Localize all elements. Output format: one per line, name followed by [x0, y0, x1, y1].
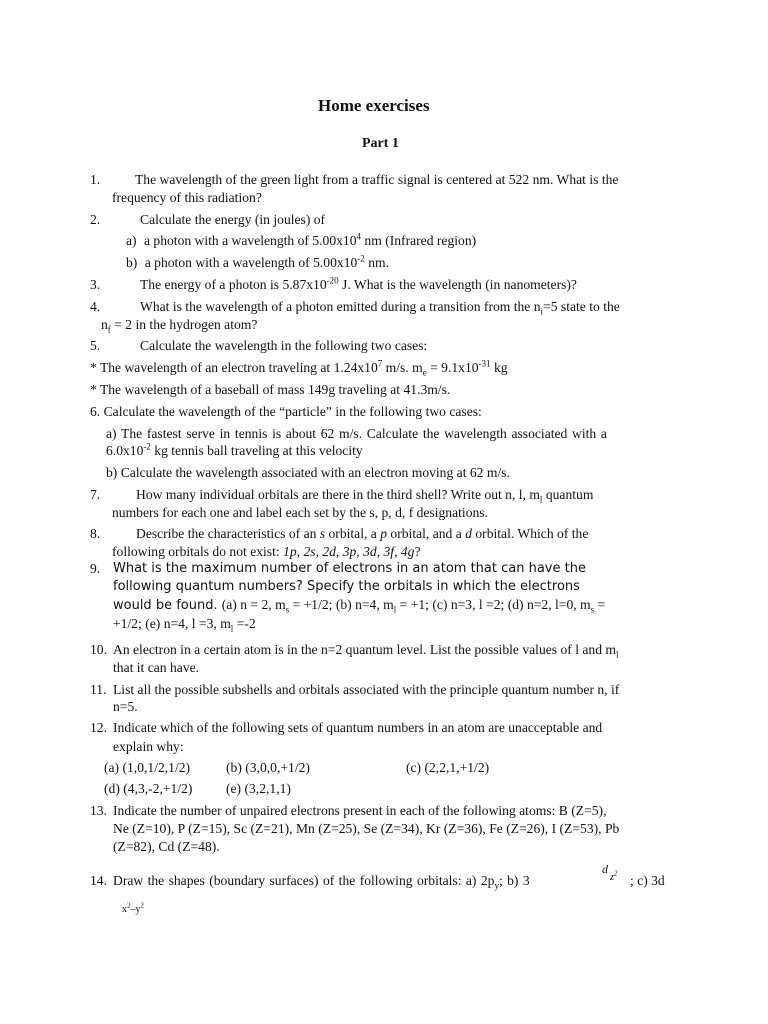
question-text: J. What is the wavelength (in nanometers)?: [338, 277, 577, 292]
orbital-dz2-subscript: $z^2$: [610, 869, 618, 883]
question-number: 1.: [90, 172, 101, 187]
question-number: 9.: [90, 561, 101, 576]
question-14-end: ; c) 3d: [630, 873, 665, 888]
item-label: b): [126, 255, 138, 270]
item-text: nm.: [364, 255, 389, 270]
question-5-case-1: * The wavelength of an electron traveling at $1.24x10^7$ m/s. $m_e = 9.1x10^{-31}$ kg: [90, 358, 508, 378]
question-text: The energy of a photon is 5.87x10: [140, 277, 327, 292]
question-number: 10.: [90, 642, 107, 657]
question-1-cont: frequency of this radiation?: [112, 190, 262, 205]
question-2: [90, 212, 326, 227]
question-6: 6. Calculate the wavelength of the “particle” in the following two cases:: [90, 404, 482, 419]
question-9-line-4: +1/2; (e) n=4, l =3, $m_l =-2$: [113, 616, 256, 634]
orbital-dz2-symbol: d: [602, 862, 608, 876]
page-title: Home exercises: [318, 96, 430, 115]
question-5: [90, 338, 428, 353]
question-8: 8. Describe the characteristics of an s orbital, a p orbital, and a d orbital. Which of the: [90, 526, 589, 541]
question-text: What is the maximum number of electrons in an atom that can have the: [113, 561, 586, 576]
option-a: (a) (1,0,1/2,1/2): [104, 760, 191, 775]
question-2a: [126, 231, 477, 248]
subscript: l: [615, 649, 619, 660]
question-3: [90, 275, 577, 292]
question-number: 7.: [90, 487, 101, 502]
question-7-cont: numbers for each one and label each set by the s, p, d, f designations.: [112, 505, 488, 520]
question-number: 3.: [90, 277, 101, 292]
question-5-case-2: * The wavelength of a baseball of mass 149g traveling at 41.3m/s.: [90, 382, 451, 397]
item-text: nm (Infrared region): [361, 233, 477, 248]
option-d: (d) (4,3,-2,+1/2): [104, 781, 193, 796]
exponent: -31: [478, 358, 491, 369]
exponent: -2: [143, 441, 151, 452]
question-12-cont: explain why:: [113, 739, 184, 754]
question-4: [90, 299, 620, 317]
question-4-cont: $n_f = 2$ in the hydrogen atom?: [101, 317, 258, 335]
question-13: [90, 803, 607, 818]
question-14: 14. Draw the shapes (boundary surfaces) of the following orbitals: a) $2p_y$; b) 3: [90, 873, 530, 891]
question-text: Indicate the number of unpaired electrons present in each of the following atoms: B (Z=5),: [113, 803, 607, 818]
question-12: [90, 720, 603, 735]
exponent: -20: [326, 275, 339, 286]
orbital-dx2-y2-subscript: $x^2-y^2$: [122, 901, 144, 915]
question-11-cont: n=5.: [113, 699, 138, 714]
item-text: a photon with a wavelength of 5.00x10: [143, 233, 357, 248]
question-number: 8.: [90, 526, 101, 541]
part-heading: Part 1: [362, 136, 399, 151]
question-text: quantum: [542, 487, 594, 502]
option-e: (e) (3,2,1,1): [226, 781, 291, 796]
subscript: i: [540, 306, 544, 317]
option-b: (b) (3,0,0,+1/2): [226, 760, 310, 775]
question-10: [90, 642, 619, 660]
item-text: a photon with a wavelength of 5.00x10: [144, 255, 358, 270]
question-text: How many individual orbitals are there in the third shell? Write out n, l, m: [136, 487, 540, 502]
question-8-cont: following orbitals do not exist: 1p, 2s, 2d, 3p, 3d, 3f, 4g?: [112, 544, 421, 559]
exponent: 7: [377, 358, 383, 369]
subscript: y: [494, 880, 499, 891]
question-number: 5.: [90, 338, 101, 353]
question-number: 2.: [90, 212, 101, 227]
subscript: e: [422, 367, 427, 378]
item-label: a): [126, 233, 137, 248]
question-9: [90, 561, 586, 576]
question-text: List all the possible subshells and orbitals associated with the principle quantum number n, if: [113, 682, 620, 697]
question-text: Calculate the energy (in joules) of: [140, 212, 326, 227]
question-text: Calculate the wavelength in the following two cases:: [140, 338, 428, 353]
question-number: 12.: [90, 720, 107, 735]
question-1: [90, 172, 619, 187]
question-text: The wavelength of the green light from a traffic signal is centered at 522 nm. What is the: [135, 172, 619, 187]
question-2b: [126, 253, 389, 270]
orbital-list: 1p, 2s, 2d, 3p, 3d, 3f, 4g: [283, 544, 415, 559]
question-11: [90, 682, 620, 697]
question-10-cont: that it can have.: [113, 660, 200, 675]
question-7: [90, 487, 594, 505]
option-c: (c) (2,2,1,+1/2): [406, 760, 490, 775]
question-6a-cont: $6.0x10^{-2}$ kg tennis ball traveling at this velocity: [106, 441, 363, 458]
question-9-line-2: following quantum numbers? Specify the orbitals in which the electrons: [113, 579, 580, 594]
question-text: Draw the shapes (boundary surfaces) of the following orbitals: a) 2p: [113, 873, 495, 888]
question-13-line-2: Ne (Z=10), P (Z=15), Sc (Z=21), Mn (Z=25), Se (Z=34), Kr (Z=36), Fe (Z=26), I (Z=53), Pb: [113, 821, 620, 836]
subscript: l: [539, 494, 543, 505]
question-number: 4.: [90, 299, 101, 314]
question-number: 11.: [90, 682, 107, 697]
question-9-line-3: would be found. (a) n = 2, $m_s = +1/2$; (b) n=4, $m_l = +1$; (c) n=3, l =2; (d) n=2, l=0, $m_s$ =: [113, 597, 606, 615]
subscript: f: [107, 324, 111, 335]
question-text: Indicate which of the following sets of quantum numbers in an atom are unacceptable and: [113, 720, 603, 735]
question-13-line-3: (Z=82), Cd (Z=48).: [113, 839, 220, 854]
question-6a: a) The fastest serve in tennis is about 62 m/s. Calculate the wavelength associated with a: [106, 426, 607, 441]
question-text: What is the wavelength of a photon emitted during a transition from the n: [140, 299, 541, 314]
question-6b: b) Calculate the wavelength associated with an electron moving at 62 m/s.: [106, 465, 510, 480]
exponent: 4: [356, 231, 362, 242]
question-text: An electron in a certain atom is in the n=2 quantum level. List the possible values of l and m: [113, 642, 616, 657]
question-number: 14.: [90, 873, 107, 888]
exponent: -2: [357, 253, 365, 264]
question-number: 13.: [90, 803, 107, 818]
question-text: =5 state to the: [543, 299, 620, 314]
